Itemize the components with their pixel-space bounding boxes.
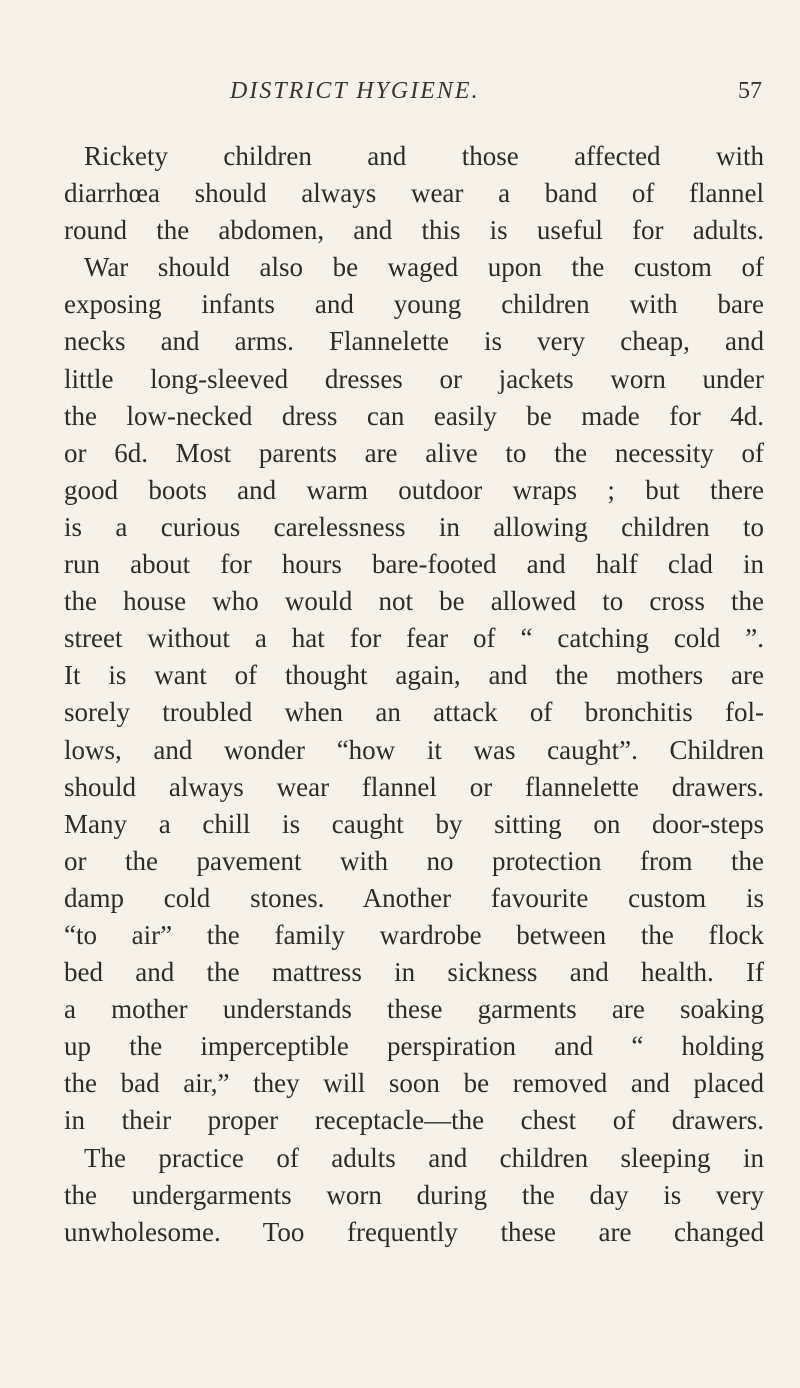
text-line: up the imperceptible perspiration and “ holding (64, 1031, 764, 1062)
text-line: is a curious carelessness in allowing children to (64, 511, 764, 542)
text-line: in their proper receptacle—the chest of drawers. (64, 1105, 764, 1136)
page-number: 57 (738, 78, 762, 104)
text-line: the house who would not be allowed to cross the (64, 586, 764, 617)
text-line: War should also be waged upon the custom of (84, 252, 764, 283)
text-line: street without a hat for fear of “ catching cold ”. (64, 623, 764, 654)
text-line: the bad air,” they will soon be removed and placed (64, 1068, 764, 1099)
text-line: bed and the mattress in sickness and health. If (64, 957, 764, 988)
text-line: the undergarments worn during the day is very (64, 1179, 764, 1210)
body-text (64, 138, 764, 1251)
text-line: “to air” the family wardrobe between the flock (64, 919, 764, 950)
text-line: round the abdomen, and this is useful for adults. (64, 215, 764, 246)
text-line: The practice of adults and children sleeping in (84, 1142, 764, 1173)
text-line: Many a chill is caught by sitting on door-steps (64, 808, 764, 839)
text-line: unwholesome. Too frequently these are changed (64, 1216, 764, 1247)
text-line: lows, and wonder “how it was caught”. Children (64, 734, 764, 765)
text-line: It is want of thought again, and the mothers are (64, 660, 764, 691)
text-line: good boots and warm outdoor wraps ; but there (64, 474, 764, 505)
text-line: or the pavement with no protection from the (64, 845, 764, 876)
text-line: little long-sleeved dresses or jackets worn under (64, 363, 764, 394)
text-line: sorely troubled when an attack of bronchitis fol- (64, 697, 764, 728)
running-head (60, 78, 762, 112)
text-line: exposing infants and young children with bare (64, 289, 764, 320)
text-line: should always wear flannel or flannelette drawers. (64, 771, 764, 802)
text-line: necks and arms. Flannelette is very cheap, and (64, 326, 764, 357)
text-line: a mother understands these garments are soaking (64, 994, 764, 1025)
text-line: the low-necked dress can easily be made for 4d. (64, 400, 764, 431)
text-line: or 6d. Most parents are alive to the necessity of (64, 437, 764, 468)
text-line: Rickety children and those affected with (84, 141, 764, 171)
running-title: DISTRICT HYGIENE. (230, 78, 480, 104)
text-line: diarrhœa should always wear a band of flannel (64, 178, 764, 209)
text-line: run about for hours bare-footed and half clad in (64, 549, 764, 580)
text-line: damp cold stones. Another favourite custom is (64, 882, 764, 913)
